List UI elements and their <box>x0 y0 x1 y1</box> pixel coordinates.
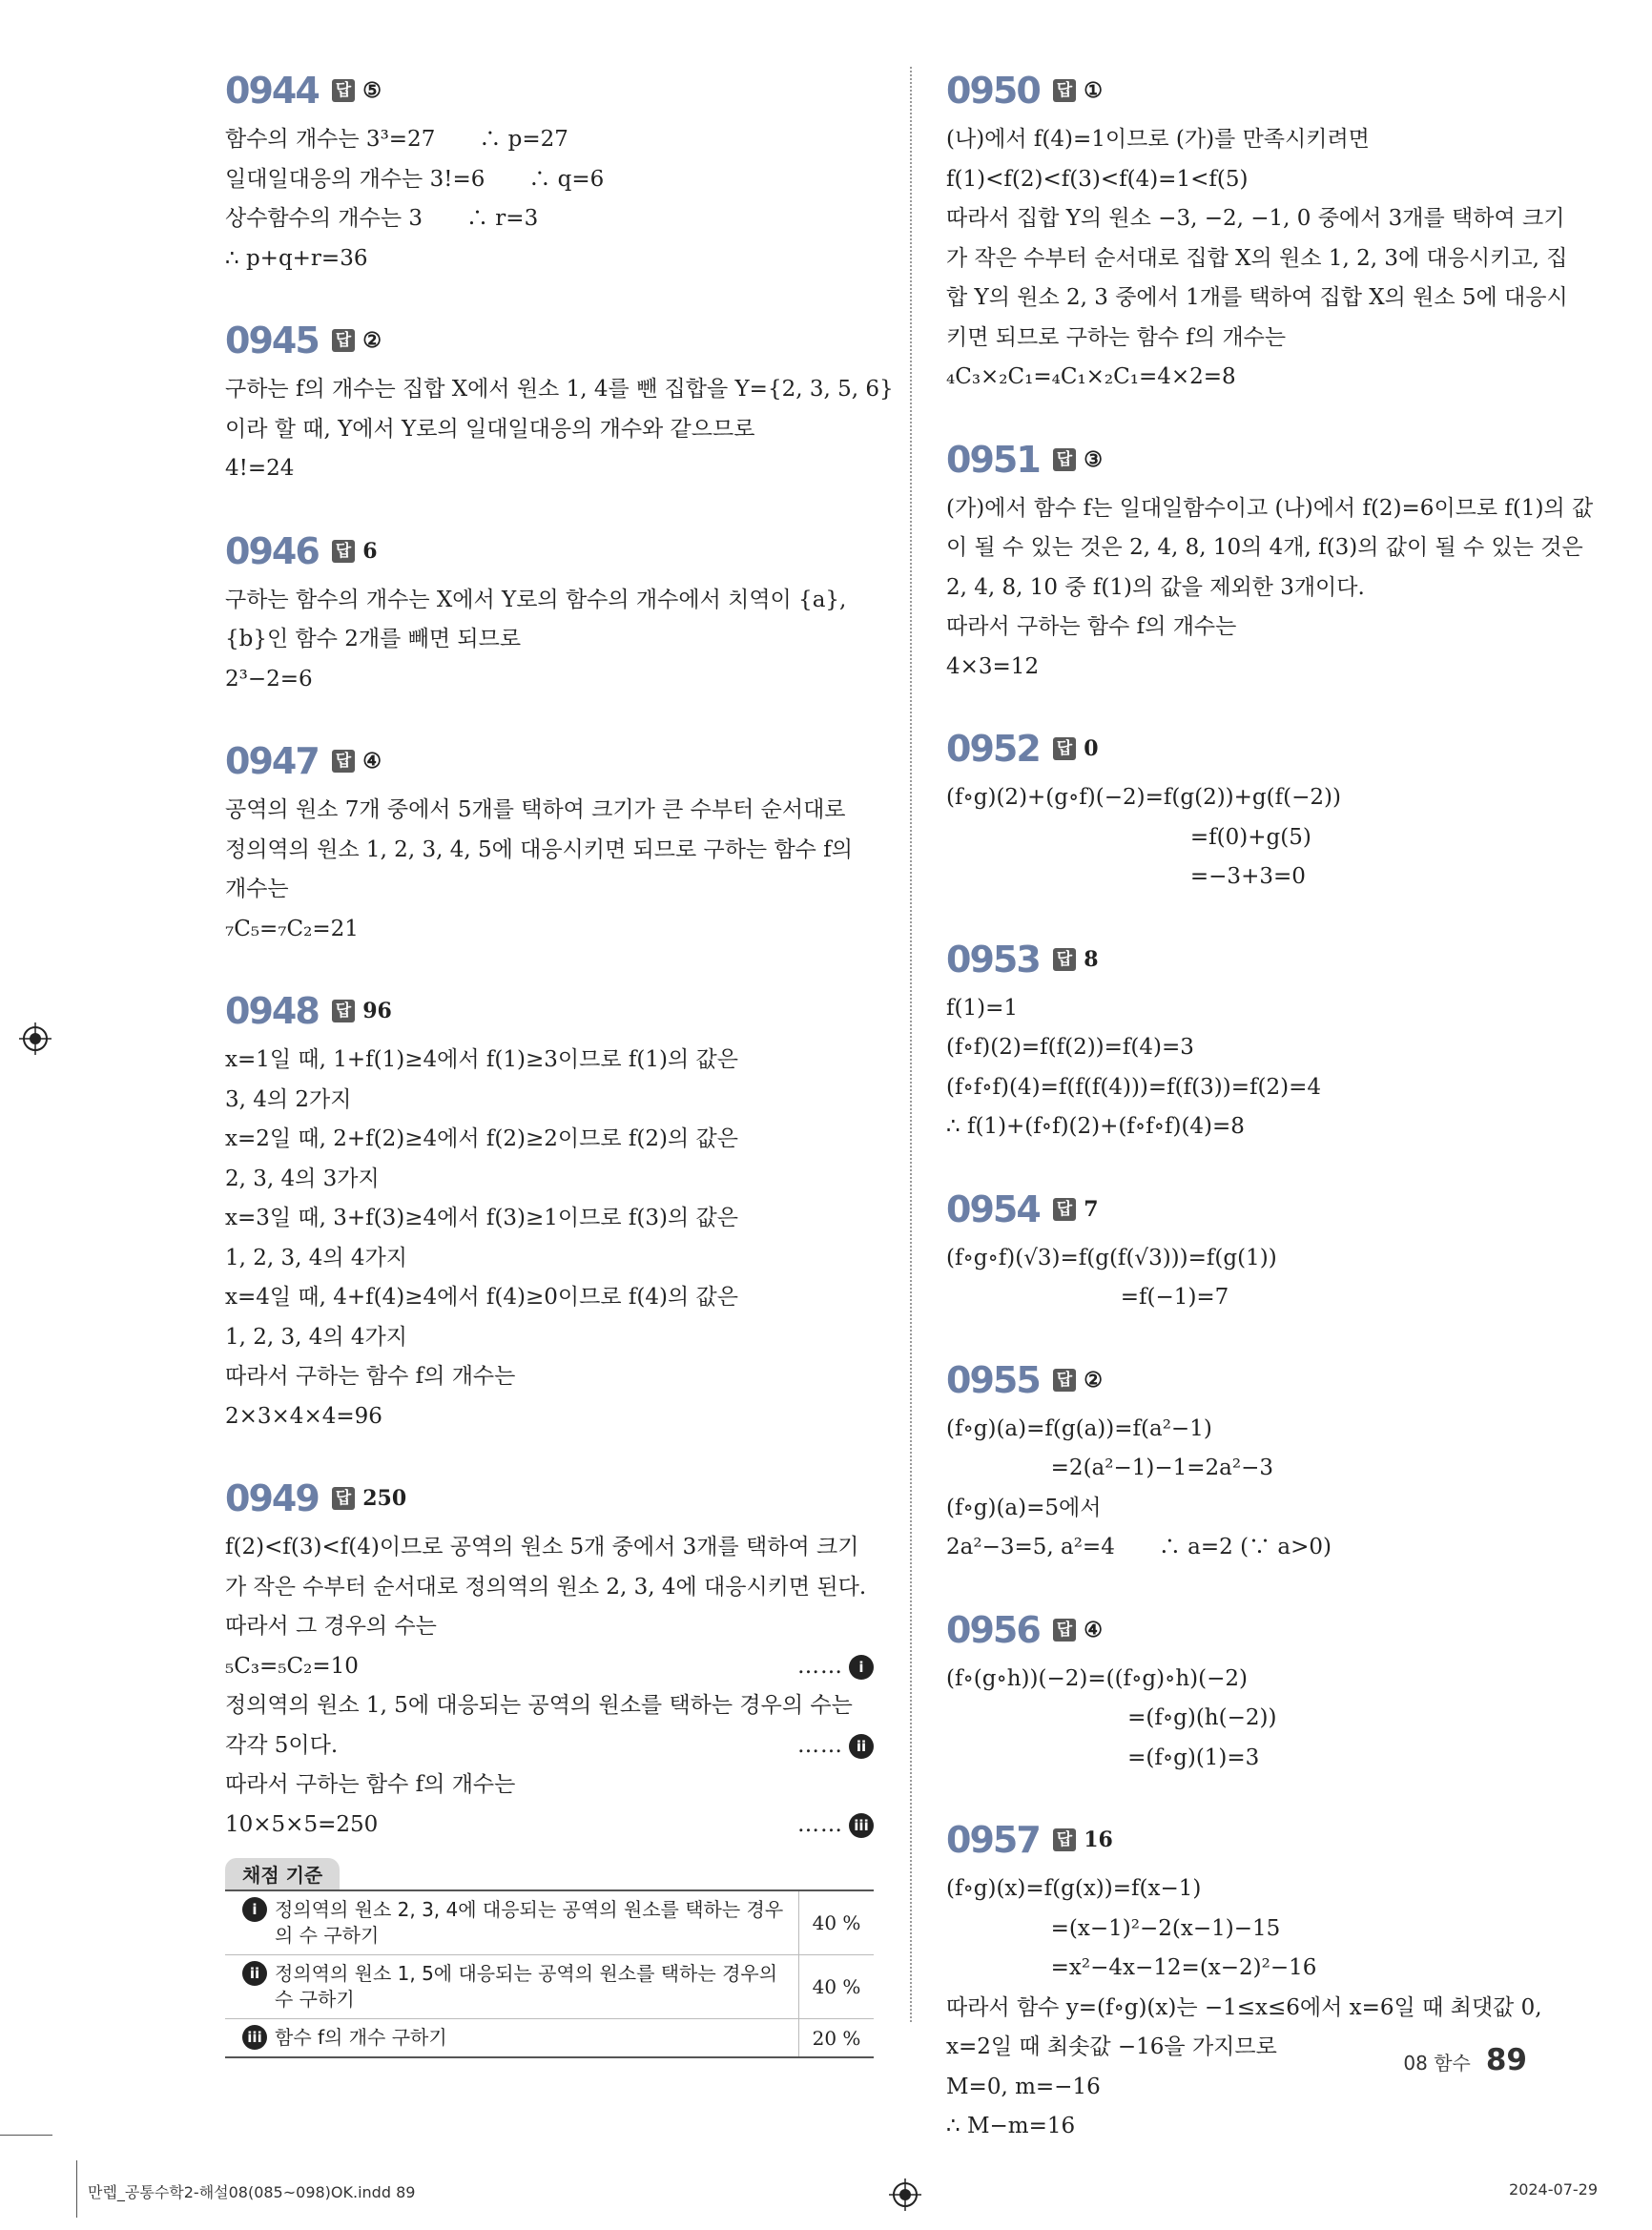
page-number: 89 <box>1485 2043 1527 2077</box>
answer-badge: 답 <box>1053 948 1076 971</box>
answer-value: 8 <box>1084 946 1099 972</box>
solution-line: (f∘(g∘h))(−2)=((f∘g)∘h)(−2) <box>946 1665 1248 1691</box>
problem-number: 0952 <box>946 728 1040 770</box>
answer-badge: 답 <box>332 750 355 773</box>
criteria-row <box>225 1891 874 1955</box>
answer-value: 0 <box>1084 736 1099 761</box>
problem-header <box>946 1606 1597 1654</box>
step-marker <box>797 1806 874 1846</box>
criteria-title: 채점 기준 <box>225 1858 340 1889</box>
answer-value: ② <box>1084 1367 1103 1393</box>
problem-number: 0944 <box>225 70 319 112</box>
problem-block <box>946 1186 1597 1318</box>
problem-header <box>946 725 1597 773</box>
solution-line: ∴ M−m=16 <box>946 2114 1076 2138</box>
answer-badge: 답 <box>1053 737 1076 760</box>
solution-line: ₇C₅=₇C₂=21 <box>225 916 359 941</box>
marker-dots: …… <box>797 1732 843 1758</box>
solution-line: 따라서 그 경우의 수는 <box>225 1614 437 1639</box>
solution-line: 일대일대응의 개수는 3!=6 ∴ q=6 <box>225 166 605 192</box>
solution-line: (나)에서 f(4)=1이므로 (가)를 만족시키려면 <box>946 127 1370 152</box>
answer-value: ① <box>1084 78 1103 103</box>
answer-badge: 답 <box>332 1000 355 1022</box>
solution-line: 1, 2, 3, 4의 4가지 <box>225 1245 407 1270</box>
problem-block <box>225 67 874 279</box>
problem-block <box>946 725 1597 898</box>
answer-badge: 답 <box>1053 1619 1076 1642</box>
answer-badge: 답 <box>332 540 355 563</box>
marker-dots: …… <box>797 1811 843 1837</box>
solution-line: 따라서 집합 Y의 원소 −3, −2, −1, 0 중에서 3개를 택하여 크기 <box>946 206 1565 231</box>
solution-line: 상수함수의 개수는 3 ∴ r=3 <box>225 206 539 231</box>
solution-line: 따라서 구하는 함수 f의 개수는 <box>225 1772 516 1797</box>
step-marker <box>797 1647 874 1687</box>
answer-badge: 답 <box>1053 1198 1076 1221</box>
solution-line: x=1일 때, 1+f(1)≥4에서 f(1)≥3이므로 f(1)의 값은 <box>225 1047 738 1072</box>
problem-number: 0954 <box>946 1187 1040 1230</box>
solution-line: 정의역의 원소 1, 5에 대응되는 공역의 원소를 택하는 경우의 수는 <box>225 1693 853 1718</box>
solution-line: ∴ f(1)+(f∘f)(2)+(f∘f∘f)(4)=8 <box>946 1114 1245 1139</box>
marker-dots: …… <box>797 1653 843 1679</box>
problem-block <box>946 1816 1597 2147</box>
solution-line: 2, 3, 4의 3가지 <box>225 1166 380 1191</box>
solution-line: 4!=24 <box>225 456 295 481</box>
page-footer <box>1403 2043 1527 2077</box>
solution-line: 2×3×4×4=96 <box>225 1403 382 1429</box>
solution-line: f(1)<f(2)<f(3)<f(4)=1<f(5) <box>946 166 1249 192</box>
registration-mark-icon <box>19 1022 52 1055</box>
step-marker-icon: i <box>242 1897 267 1922</box>
problem-header <box>225 1475 874 1522</box>
problem-block <box>225 317 894 489</box>
problem-number: 0946 <box>225 529 319 572</box>
problem-header <box>946 1816 1597 1864</box>
solution-line: x=2일 때, 2+f(2)≥4에서 f(2)≥2이므로 f(2)의 값은 <box>225 1126 738 1151</box>
problem-header <box>225 737 874 785</box>
solution-line: 이 될 수 있는 것은 2, 4, 8, 10의 4개, f(3)의 값이 될 수 있는 것은 <box>946 535 1583 560</box>
step-marker-icon: ii <box>849 1734 874 1759</box>
criteria-percent: 40 % <box>798 1955 874 2018</box>
slug-date: 2024-07-29 <box>1509 2180 1598 2199</box>
criteria-percent: 20 % <box>798 2019 874 2056</box>
crop-mark <box>76 2160 77 2218</box>
problem-number: 0957 <box>946 1819 1040 1861</box>
problem-block <box>225 987 874 1436</box>
answer-value: 16 <box>1084 1827 1113 1852</box>
step-marker-icon: i <box>849 1655 874 1680</box>
answer-value: ⑤ <box>362 78 382 103</box>
solution-line: 2, 4, 8, 10 중 f(1)의 값을 제외한 3개이다. <box>946 574 1365 600</box>
registration-mark-icon <box>889 2178 921 2211</box>
problem-header <box>946 436 1597 484</box>
criteria-description <box>225 1891 798 1954</box>
solution-line: =f(−1)=7 <box>946 1285 1229 1310</box>
criteria-row <box>225 2019 874 2056</box>
solution-line: (f∘f∘f)(4)=f(f(f(4)))=f(f(3))=f(2)=4 <box>946 1074 1321 1100</box>
problem-block <box>225 1475 874 2058</box>
solution-line: {b}인 함수 2개를 빼면 되므로 <box>225 627 522 651</box>
solution-line: 2a²−3=5, a²=4 ∴ a=2 (∵ a>0) <box>946 1535 1332 1559</box>
solution-line: 함수의 개수는 3³=27 ∴ p=27 <box>225 127 568 152</box>
solution-line: =−3+3=0 <box>946 864 1306 889</box>
criteria-text: 정의역의 원소 1, 5에 대응되는 공역의 원소를 택하는 경우의 수 구하기 <box>275 1962 778 2011</box>
problem-number: 0948 <box>225 990 319 1032</box>
solution-line: 10×5×5=250 …… iii <box>225 1806 874 1846</box>
answer-value: ④ <box>362 749 382 774</box>
solution-line: (가)에서 함수 f는 일대일함수이고 (나)에서 f(2)=6이므로 f(1)의 값 <box>946 495 1594 521</box>
criteria-text: 함수 f의 개수 구하기 <box>275 2026 447 2049</box>
problem-header <box>946 936 1597 983</box>
problem-header <box>225 527 874 575</box>
solution-line: f(2)<f(3)<f(4)이므로 공역의 원소 5개 중에서 3개를 택하여 크기 <box>225 1535 859 1559</box>
solution-line: ₄C₃×₂C₁=₄C₁×₂C₁=4×2=8 <box>946 364 1236 389</box>
solution-line: 4×3=12 <box>946 653 1040 679</box>
problem-number: 0955 <box>946 1358 1040 1401</box>
problem-block <box>946 936 1597 1147</box>
problem-block <box>946 1356 1597 1568</box>
solution-line: =(x−1)²−2(x−1)−15 <box>946 1915 1281 1941</box>
answer-badge: 답 <box>1053 1369 1076 1392</box>
solution-line: 따라서 함수 y=(f∘g)(x)는 −1≤x≤6에서 x=6일 때 최댓값 0, <box>946 1994 1542 2020</box>
answer-value: 250 <box>362 1486 407 1511</box>
solution-line: M=0, m=−16 <box>946 2074 1101 2099</box>
answer-badge: 답 <box>1053 1828 1076 1851</box>
solution-line: 따라서 구하는 함수 f의 개수는 <box>946 614 1237 639</box>
answer-badge: 답 <box>332 1487 355 1510</box>
problem-block <box>946 436 1597 688</box>
solution-line: 3, 4의 2가지 <box>225 1086 352 1112</box>
criteria-description <box>225 2019 798 2056</box>
answer-value: 7 <box>1084 1196 1099 1222</box>
step-marker <box>797 1726 874 1766</box>
criteria-rows <box>225 1889 874 2058</box>
problem-header <box>225 317 874 364</box>
answer-value: ② <box>362 328 382 353</box>
criteria-text: 정의역의 원소 2, 3, 4에 대응되는 공역의 원소를 택하는 경우의 수 구하기 <box>275 1898 784 1947</box>
solution-line: ∴ p+q+r=36 <box>225 245 368 271</box>
problem-number: 0947 <box>225 740 319 782</box>
solution-line: 정의역의 원소 1, 2, 3, 4, 5에 대응시키면 되므로 구하는 함수 f의 <box>225 836 853 862</box>
answer-value: 6 <box>362 538 378 564</box>
grading-criteria-table <box>225 1858 874 2058</box>
problem-number: 0950 <box>946 70 1040 112</box>
problem-header <box>225 67 874 114</box>
problem-block <box>225 527 874 700</box>
solution-line: (f∘g∘f)(√3)=f(g(f(√3)))=f(g(1)) <box>946 1245 1277 1270</box>
solution-line: =f(0)+g(5) <box>946 824 1311 850</box>
problem-number: 0953 <box>946 938 1040 981</box>
problem-number: 0951 <box>946 438 1040 481</box>
answer-badge: 답 <box>332 329 355 352</box>
solution-line: (f∘g)(a)=f(g(a))=f(a²−1) <box>946 1415 1212 1441</box>
problem-number: 0956 <box>946 1608 1040 1651</box>
solution-line: =2(a²−1)−1=2a²−3 <box>946 1456 1274 1480</box>
solution-line: (f∘f)(2)=f(f(2))=f(4)=3 <box>946 1035 1194 1060</box>
step-marker-icon: iii <box>242 2025 267 2050</box>
answer-badge: 답 <box>332 79 355 102</box>
problem-block <box>946 1606 1597 1779</box>
solution-line: x=2일 때 최솟값 −16을 가지므로 <box>946 2034 1277 2059</box>
solution-line: 따라서 구하는 함수 f의 개수는 <box>225 1364 516 1389</box>
step-marker-icon: iii <box>849 1813 874 1838</box>
solution-line: 가 작은 수부터 순서대로 정의역의 원소 2, 3, 4에 대응시키면 된다. <box>225 1574 867 1600</box>
solution-line: =(f∘g)(1)=3 <box>946 1745 1260 1770</box>
problem-header <box>946 67 1597 114</box>
problem-header <box>946 1356 1597 1404</box>
solution-line: ₅C₃=₅C₂=10 …… i <box>225 1647 874 1687</box>
solution-line: 공역의 원소 7개 중에서 5개를 택하여 크기가 큰 수부터 순서대로 <box>225 797 846 822</box>
answer-value: ③ <box>1084 446 1103 472</box>
solution-line: 이라 할 때, Y에서 Y로의 일대일대응의 개수와 같으므로 <box>225 416 755 442</box>
solution-line: x=3일 때, 3+f(3)≥4에서 f(3)≥1이므로 f(3)의 값은 <box>225 1206 738 1230</box>
solution-line: 구하는 f의 개수는 집합 X에서 원소 1, 4를 뺀 집합을 Y={2, 3, 5, 6} <box>225 377 894 402</box>
solution-line: =x²−4x−12=(x−2)²−16 <box>946 1955 1317 1980</box>
problem-block <box>946 67 1597 398</box>
solution-line: x=4일 때, 4+f(4)≥4에서 f(4)≥0이므로 f(4)의 값은 <box>225 1285 738 1310</box>
column-divider <box>910 67 912 2022</box>
answer-badge: 답 <box>1053 79 1076 102</box>
problem-number: 0945 <box>225 320 319 361</box>
problem-block <box>225 737 874 949</box>
slug-filename: 만렙_공통수학2-해설08(085~098)OK.indd 89 <box>88 2183 416 2201</box>
right-column <box>946 67 1597 2185</box>
solution-line: (f∘g)(x)=f(g(x))=f(x−1) <box>946 1876 1202 1901</box>
problem-number: 0949 <box>225 1477 319 1519</box>
step-marker-icon: ii <box>242 1961 267 1986</box>
solution-line: 가 작은 수부터 순서대로 집합 X의 원소 1, 2, 3에 대응시키고, 집 <box>946 245 1568 271</box>
solution-line: (f∘g)(a)=5에서 <box>946 1495 1102 1520</box>
answer-badge: 답 <box>1053 448 1076 471</box>
criteria-description <box>225 1955 798 2018</box>
answer-value: ④ <box>1084 1617 1103 1642</box>
answer-value: 96 <box>362 999 392 1023</box>
solution-line: f(1)=1 <box>946 995 1018 1021</box>
solution-line: 2³−2=6 <box>225 666 313 692</box>
crop-mark <box>0 2135 52 2136</box>
solution-line: (f∘g)(2)+(g∘f)(−2)=f(g(2))+g(f(−2)) <box>946 785 1341 810</box>
solution-line: 1, 2, 3, 4의 4가지 <box>225 1324 407 1350</box>
solution-line: 각각 5이다. …… ii <box>225 1726 874 1766</box>
solution-line: =(f∘g)(h(−2)) <box>946 1705 1277 1730</box>
criteria-row <box>225 1955 874 2019</box>
solution-line: 개수는 <box>225 877 289 901</box>
left-column <box>225 67 894 2058</box>
problem-header <box>946 1186 1597 1233</box>
solution-line: 키면 되므로 구하는 함수 f의 개수는 <box>946 324 1287 350</box>
problem-header <box>225 987 874 1035</box>
solution-line: 구하는 함수의 개수는 X에서 Y로의 함수의 개수에서 치역이 {a}, <box>225 587 847 612</box>
chapter-label: 08 함수 <box>1403 2052 1471 2075</box>
solution-line: 합 Y의 원소 2, 3 중에서 1개를 택하여 집합 X의 원소 5에 대응시 <box>946 285 1568 310</box>
criteria-percent: 40 % <box>798 1891 874 1954</box>
